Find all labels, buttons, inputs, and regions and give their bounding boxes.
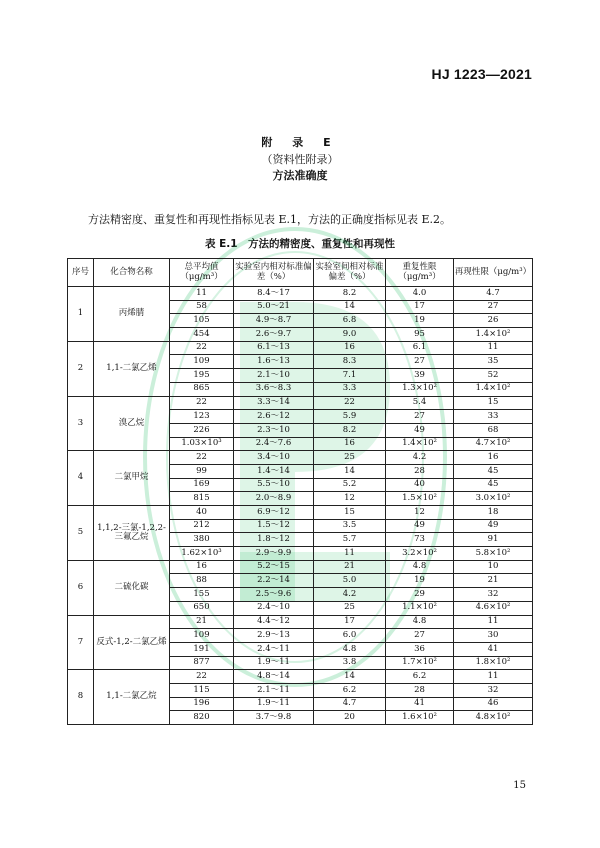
cell-inter-rsd: 3.3	[314, 382, 386, 396]
cell-inter-rsd: 5.9	[314, 410, 386, 424]
cell-mean: 454	[170, 328, 234, 342]
cell-mean: 196	[170, 697, 234, 711]
cell-intra-rsd: 2.0～8.9	[234, 492, 314, 506]
cell-repeatability: 28	[386, 683, 454, 697]
cell-repeatability: 12	[386, 506, 454, 520]
cell-compound-name: 1,1-二氯乙烯	[94, 341, 170, 396]
cell-reproducibility: 3.0×10²	[454, 492, 533, 506]
table-row	[68, 341, 533, 355]
cell-repeatability: 4.0	[386, 287, 454, 301]
cell-mean: 11	[170, 287, 234, 301]
cell-intra-rsd: 6.9～12	[234, 506, 314, 520]
cell-inter-rsd: 25	[314, 601, 386, 615]
header-seq: 序号	[68, 259, 94, 287]
cell-inter-rsd: 8.2	[314, 287, 386, 301]
cell-intra-rsd: 3.6～8.3	[234, 382, 314, 396]
cell-repeatability: 1.5×10²	[386, 492, 454, 506]
cell-mean: 109	[170, 355, 234, 369]
cell-mean: 1.03×10³	[170, 437, 234, 451]
cell-intra-rsd: 1.9～11	[234, 656, 314, 670]
cell-repeatability: 5.4	[386, 396, 454, 410]
cell-compound-name: 反式-1,2-二氯乙烯	[94, 615, 170, 670]
page-number: 15	[513, 780, 526, 791]
cell-inter-rsd: 5.2	[314, 478, 386, 492]
cell-seq: 4	[68, 451, 94, 506]
cell-mean: 22	[170, 396, 234, 410]
cell-repeatability: 49	[386, 519, 454, 533]
cell-intra-rsd: 5.5～10	[234, 478, 314, 492]
appendix-title: 方法准确度	[272, 169, 328, 182]
cell-mean: 380	[170, 533, 234, 547]
cell-intra-rsd: 4.4～12	[234, 615, 314, 629]
cell-intra-rsd: 2.6～9.7	[234, 328, 314, 342]
cell-intra-rsd: 2.2～14	[234, 574, 314, 588]
cell-reproducibility: 18	[454, 506, 533, 520]
standard-code: HJ 1223—2021	[431, 66, 532, 82]
table-row	[68, 615, 533, 629]
cell-mean: 169	[170, 478, 234, 492]
cell-reproducibility: 5.8×10²	[454, 547, 533, 561]
cell-intra-rsd: 1.5～12	[234, 519, 314, 533]
cell-mean: 109	[170, 629, 234, 643]
table-caption: 表 E.1 方法的精密度、重复性和再现性	[204, 238, 396, 250]
cell-seq: 2	[68, 341, 94, 396]
cell-inter-rsd: 6.0	[314, 629, 386, 643]
cell-inter-rsd: 4.8	[314, 642, 386, 656]
cell-mean: 123	[170, 410, 234, 424]
cell-repeatability: 1.6×10²	[386, 711, 454, 725]
cell-mean: 226	[170, 423, 234, 437]
cell-reproducibility: 21	[454, 574, 533, 588]
cell-reproducibility: 91	[454, 533, 533, 547]
cell-mean: 865	[170, 382, 234, 396]
cell-inter-rsd: 7.1	[314, 369, 386, 383]
cell-reproducibility: 32	[454, 588, 533, 602]
cell-mean: 99	[170, 464, 234, 478]
cell-repeatability: 6.1	[386, 341, 454, 355]
cell-inter-rsd: 17	[314, 615, 386, 629]
cell-mean: 1.62×10³	[170, 547, 234, 561]
cell-reproducibility: 33	[454, 410, 533, 424]
cell-repeatability: 4.2	[386, 451, 454, 465]
cell-inter-rsd: 12	[314, 492, 386, 506]
cell-repeatability: 4.8	[386, 560, 454, 574]
cell-mean: 22	[170, 451, 234, 465]
cell-reproducibility: 4.6×10²	[454, 601, 533, 615]
cell-inter-rsd: 14	[314, 300, 386, 314]
cell-reproducibility: 46	[454, 697, 533, 711]
cell-repeatability: 19	[386, 314, 454, 328]
cell-mean: 115	[170, 683, 234, 697]
cell-inter-rsd: 16	[314, 341, 386, 355]
cell-mean: 650	[170, 601, 234, 615]
cell-mean: 22	[170, 670, 234, 684]
cell-inter-rsd: 4.2	[314, 588, 386, 602]
cell-reproducibility: 27	[454, 300, 533, 314]
cell-intra-rsd: 1.4～14	[234, 464, 314, 478]
cell-reproducibility: 26	[454, 314, 533, 328]
cell-reproducibility: 4.8×10²	[454, 711, 533, 725]
cell-repeatability: 6.2	[386, 670, 454, 684]
cell-inter-rsd: 6.8	[314, 314, 386, 328]
cell-reproducibility: 16	[454, 451, 533, 465]
cell-mean: 877	[170, 656, 234, 670]
cell-repeatability: 73	[386, 533, 454, 547]
cell-repeatability: 40	[386, 478, 454, 492]
cell-reproducibility: 4.7×10²	[454, 437, 533, 451]
cell-mean: 191	[170, 642, 234, 656]
cell-mean: 58	[170, 300, 234, 314]
cell-intra-rsd: 4.9～8.7	[234, 314, 314, 328]
cell-reproducibility: 1.4×10²	[454, 328, 533, 342]
cell-reproducibility: 4.7	[454, 287, 533, 301]
cell-compound-name: 1,1,2-三氯-1,2,2-三氟乙烷	[94, 506, 170, 561]
cell-repeatability: 4.8	[386, 615, 454, 629]
cell-repeatability: 1.7×10²	[386, 656, 454, 670]
cell-reproducibility: 41	[454, 642, 533, 656]
cell-repeatability: 36	[386, 642, 454, 656]
cell-repeatability: 1.1×10²	[386, 601, 454, 615]
cell-repeatability: 3.2×10²	[386, 547, 454, 561]
cell-reproducibility: 10	[454, 560, 533, 574]
cell-intra-rsd: 1.8～12	[234, 533, 314, 547]
cell-reproducibility: 11	[454, 615, 533, 629]
cell-intra-rsd: 4.8～14	[234, 670, 314, 684]
cell-intra-rsd: 6.1～13	[234, 341, 314, 355]
cell-intra-rsd: 2.4～10	[234, 601, 314, 615]
cell-mean: 212	[170, 519, 234, 533]
cell-inter-rsd: 15	[314, 506, 386, 520]
cell-repeatability: 17	[386, 300, 454, 314]
cell-seq: 1	[68, 287, 94, 342]
cell-reproducibility: 30	[454, 629, 533, 643]
cell-inter-rsd: 8.3	[314, 355, 386, 369]
cell-inter-rsd: 4.7	[314, 697, 386, 711]
cell-mean: 820	[170, 711, 234, 725]
cell-reproducibility: 15	[454, 396, 533, 410]
cell-intra-rsd: 2.4～7.6	[234, 437, 314, 451]
cell-compound-name: 二氯甲烷	[94, 451, 170, 506]
cell-intra-rsd: 8.4～17	[234, 287, 314, 301]
cell-inter-rsd: 9.0	[314, 328, 386, 342]
cell-mean: 815	[170, 492, 234, 506]
cell-inter-rsd: 8.2	[314, 423, 386, 437]
cell-repeatability: 1.3×10²	[386, 382, 454, 396]
cell-compound-name: 丙烯腈	[94, 287, 170, 342]
cell-mean: 16	[170, 560, 234, 574]
cell-inter-rsd: 3.5	[314, 519, 386, 533]
cell-reproducibility: 11	[454, 670, 533, 684]
cell-seq: 3	[68, 396, 94, 451]
cell-intra-rsd: 2.4～11	[234, 642, 314, 656]
cell-compound-name: 1,1-二氯乙烷	[94, 670, 170, 725]
cell-inter-rsd: 20	[314, 711, 386, 725]
cell-reproducibility: 1.4×10²	[454, 382, 533, 396]
precision-table	[67, 258, 533, 725]
cell-reproducibility: 11	[454, 341, 533, 355]
header-mean: 总平均值（μg/m³）	[170, 259, 234, 287]
appendix-type: （资料性附录）	[261, 153, 339, 166]
cell-mean: 22	[170, 341, 234, 355]
cell-repeatability: 27	[386, 629, 454, 643]
cell-repeatability: 27	[386, 355, 454, 369]
cell-mean: 21	[170, 615, 234, 629]
cell-inter-rsd: 14	[314, 670, 386, 684]
cell-inter-rsd: 22	[314, 396, 386, 410]
cell-reproducibility: 1.8×10²	[454, 656, 533, 670]
cell-intra-rsd: 3.3～14	[234, 396, 314, 410]
cell-intra-rsd: 5.2～15	[234, 560, 314, 574]
cell-inter-rsd: 11	[314, 547, 386, 561]
cell-repeatability: 19	[386, 574, 454, 588]
cell-inter-rsd: 25	[314, 451, 386, 465]
cell-compound-name: 溴乙烷	[94, 396, 170, 451]
cell-compound-name: 二硫化碳	[94, 560, 170, 615]
cell-inter-rsd: 3.8	[314, 656, 386, 670]
cell-inter-rsd: 14	[314, 464, 386, 478]
cell-repeatability: 49	[386, 423, 454, 437]
cell-reproducibility: 32	[454, 683, 533, 697]
cell-intra-rsd: 2.1～11	[234, 683, 314, 697]
appendix-label: 附 录 E	[261, 136, 339, 149]
cell-intra-rsd: 1.9～11	[234, 697, 314, 711]
cell-inter-rsd: 5.0	[314, 574, 386, 588]
intro-paragraph: 方法精密度、重复性和再现性指标见表 E.1，方法的正确度指标见表 E.2。	[88, 213, 452, 226]
cell-intra-rsd: 1.6～13	[234, 355, 314, 369]
table-row	[68, 670, 533, 684]
cell-intra-rsd: 3.7～9.8	[234, 711, 314, 725]
cell-seq: 6	[68, 560, 94, 615]
cell-repeatability: 28	[386, 464, 454, 478]
cell-mean: 40	[170, 506, 234, 520]
cell-mean: 195	[170, 369, 234, 383]
cell-repeatability: 27	[386, 410, 454, 424]
cell-repeatability: 1.4×10²	[386, 437, 454, 451]
cell-inter-rsd: 16	[314, 437, 386, 451]
cell-reproducibility: 68	[454, 423, 533, 437]
cell-seq: 8	[68, 670, 94, 725]
cell-mean: 88	[170, 574, 234, 588]
cell-repeatability: 95	[386, 328, 454, 342]
cell-intra-rsd: 2.6～12	[234, 410, 314, 424]
table-row	[68, 451, 533, 465]
header-compound: 化合物名称	[94, 259, 170, 287]
cell-reproducibility: 52	[454, 369, 533, 383]
cell-reproducibility: 45	[454, 464, 533, 478]
cell-intra-rsd: 2.9～9.9	[234, 547, 314, 561]
cell-repeatability: 29	[386, 588, 454, 602]
table-row	[68, 506, 533, 520]
cell-reproducibility: 35	[454, 355, 533, 369]
table-row	[68, 560, 533, 574]
table-header-row	[68, 259, 533, 287]
header-intra-rsd: 实验室内相对标准偏差（%）	[234, 259, 314, 287]
cell-reproducibility: 49	[454, 519, 533, 533]
header-repeatability: 重复性限（μg/m³）	[386, 259, 454, 287]
cell-mean: 155	[170, 588, 234, 602]
cell-inter-rsd: 5.7	[314, 533, 386, 547]
cell-reproducibility: 45	[454, 478, 533, 492]
cell-seq: 5	[68, 506, 94, 561]
cell-repeatability: 39	[386, 369, 454, 383]
cell-intra-rsd: 2.3～10	[234, 423, 314, 437]
table-row	[68, 396, 533, 410]
cell-repeatability: 41	[386, 697, 454, 711]
cell-intra-rsd: 2.5～9.6	[234, 588, 314, 602]
cell-seq: 7	[68, 615, 94, 670]
table-row	[68, 287, 533, 301]
header-inter-rsd: 实验室间相对标准偏差（%）	[314, 259, 386, 287]
cell-mean: 105	[170, 314, 234, 328]
header-reproducibility: 再现性限（μg/m³）	[454, 259, 533, 287]
cell-intra-rsd: 2.1～10	[234, 369, 314, 383]
cell-inter-rsd: 6.2	[314, 683, 386, 697]
cell-intra-rsd: 2.9～13	[234, 629, 314, 643]
cell-intra-rsd: 5.0～21	[234, 300, 314, 314]
cell-inter-rsd: 21	[314, 560, 386, 574]
cell-intra-rsd: 3.4～10	[234, 451, 314, 465]
